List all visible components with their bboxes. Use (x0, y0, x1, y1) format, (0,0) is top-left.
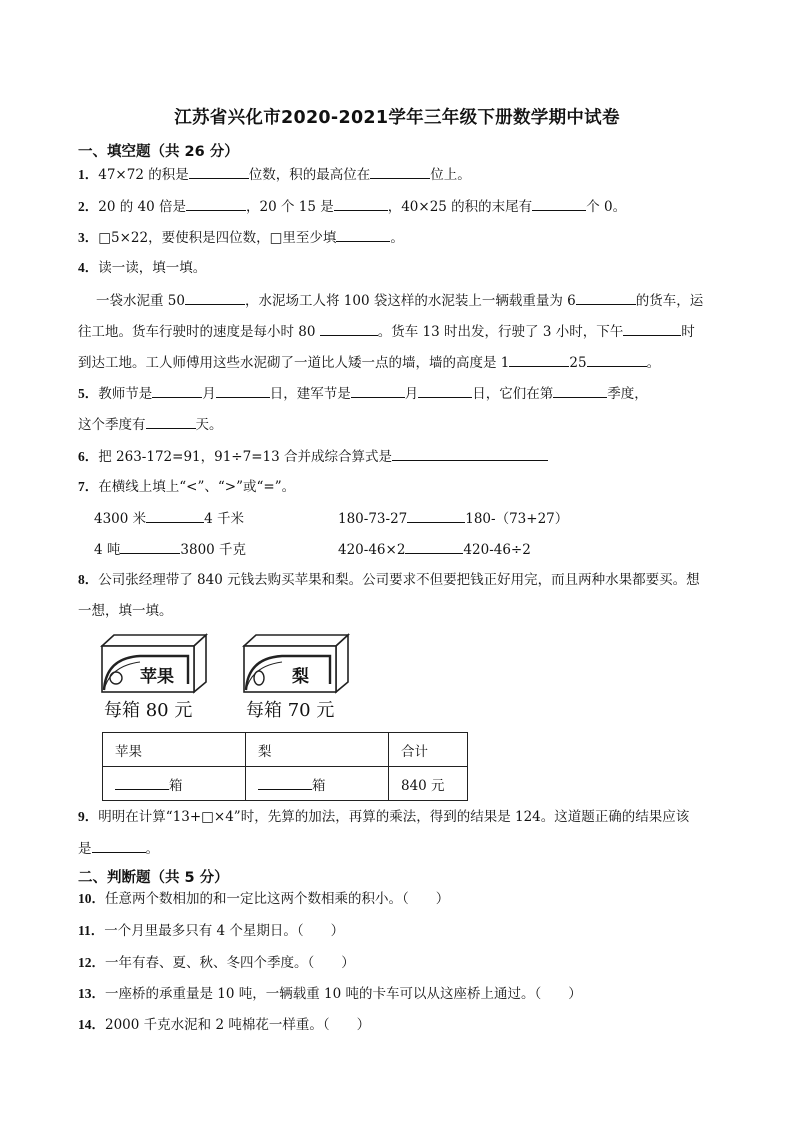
question-12: 12．一年有春、夏、秋、冬四个季度。（ ） (78, 955, 355, 971)
answer-blank[interactable] (189, 164, 249, 179)
question-11: 11．一个月里最多只有 4 个星期日。（ ） (78, 923, 345, 939)
answer-blank[interactable] (553, 383, 607, 398)
question-4-paragraph-line-1: 一袋水泥重 50 ，水泥场工人将 100 袋这样的水泥装上一辆载重量为 6 的货车，运 (96, 290, 703, 311)
compare-item-4: 420-46×2 420-46÷2 (338, 539, 531, 560)
answer-blank[interactable] (152, 383, 202, 398)
question-9-line-2: 是 。 (78, 838, 159, 859)
answer-blank[interactable] (258, 775, 312, 790)
question-6: 6．把 263-172=91，91÷7=13 合并成综合算式是 (78, 446, 548, 467)
table-cell-pear: 箱 (246, 767, 389, 801)
question-5-line-2: 这个季度有 天。 (78, 414, 223, 435)
question-number: 2． (78, 199, 99, 214)
section-true-false: 二、判断题（共 5 分） (78, 870, 229, 886)
question-1: 1．47×72 的积是 位数，积的最高位在 位上。 (78, 164, 471, 185)
question-number: 7． (78, 479, 99, 494)
answer-blank[interactable] (146, 508, 204, 523)
compare-item-2: 180-73-27 180-（73+27） (338, 508, 568, 529)
box-label-pear: 梨 (292, 667, 309, 687)
answer-blank[interactable] (392, 446, 548, 461)
answer-blank[interactable] (115, 775, 169, 790)
answer-blank[interactable] (334, 196, 388, 211)
answer-blank[interactable] (407, 508, 465, 523)
question-7: 7．在横线上填上“<”、“>”或“=”。 (78, 479, 296, 495)
question-number: 4． (78, 260, 99, 275)
question-2: 2．20 的 40 倍是 ，20 个 15 是 ，40×25 的积的末尾有 个 0。 (78, 196, 626, 217)
answer-blank[interactable] (120, 539, 180, 554)
answer-blank[interactable] (370, 164, 430, 179)
question-4-paragraph-line-2: 往工地。货车行驶时的速度是每小时 80 。货车 13 时出发，行驶了 3 小时，下午 时 (78, 321, 695, 342)
answer-blank[interactable] (532, 196, 586, 211)
question-4-paragraph-line-3: 到达工地。工人师傅用这些水泥砌了一道比人矮一点的墙，墙的高度是 1 25 。 (78, 352, 660, 373)
compare-item-3: 4 吨 3800 千克 (94, 539, 246, 560)
fruit-table (102, 732, 468, 801)
table-row (103, 733, 468, 767)
question-number: 8． (78, 572, 99, 587)
question-number: 10． (78, 891, 105, 906)
table-header-total: 合计 (389, 733, 468, 767)
price-apple: 每箱 80 元 (104, 700, 193, 721)
question-13: 13．一座桥的承重量是 10 吨，一辆载重 10 吨的卡车可以从这座桥上通过。（ ） (78, 986, 582, 1002)
compare-item-1: 4300 米 4 千米 (94, 508, 244, 529)
question-8-line-2: 一想，填一填。 (78, 603, 173, 619)
question-number: 14． (78, 1017, 105, 1032)
table-cell-apple: 箱 (103, 767, 246, 801)
answer-blank[interactable] (405, 539, 463, 554)
question-9: 9．明明在计算“13+□×4”时，先算的加法，再算的乘法，得到的结果是 124。这道题正确的结果应该 (78, 809, 690, 825)
question-4: 4．读一读，填一填。 (78, 260, 207, 276)
answer-blank[interactable] (418, 383, 472, 398)
question-14: 14．2000 千克水泥和 2 吨棉花一样重。（ ） (78, 1017, 371, 1033)
question-number: 11． (78, 923, 105, 938)
answer-blank[interactable] (216, 383, 270, 398)
price-pear: 每箱 70 元 (246, 700, 335, 721)
answer-blank[interactable] (587, 352, 647, 367)
answer-blank[interactable] (146, 414, 196, 429)
table-header-pear: 梨 (246, 733, 389, 767)
question-number: 5． (78, 386, 99, 401)
question-number: 12． (78, 955, 105, 970)
page-title: 江苏省兴化市2020-2021学年三年级下册数学期中试卷 (174, 108, 620, 128)
answer-blank[interactable] (336, 227, 390, 242)
pear-box-illustration (242, 632, 354, 694)
question-number: 9． (78, 809, 99, 824)
question-number: 6． (78, 449, 99, 464)
question-3: 3．□5×22，要使积是四位数，□里至少填 。 (78, 227, 404, 248)
question-number: 13． (78, 986, 105, 1001)
answer-blank[interactable] (186, 196, 246, 211)
table-row (103, 767, 468, 801)
answer-blank[interactable] (92, 838, 146, 853)
apple-box-illustration (100, 632, 212, 694)
question-5: 5．教师节是 月 日，建军节是 月 日，它们在第 季度， (78, 383, 648, 404)
answer-blank[interactable] (351, 383, 405, 398)
question-10: 10．任意两个数相加的和一定比这两个数相乘的积小。（ ） (78, 891, 450, 907)
question-8: 8．公司张经理带了 840 元钱去购买苹果和梨。公司要求不但要把钱正好用完，而且两种水果都要买。想 (78, 572, 700, 588)
table-header-apple: 苹果 (103, 733, 246, 767)
answer-blank[interactable] (576, 290, 636, 305)
answer-blank[interactable] (320, 321, 378, 336)
table-cell-total: 840 元 (389, 767, 468, 801)
answer-blank[interactable] (509, 352, 569, 367)
answer-blank[interactable] (623, 321, 681, 336)
question-number: 3． (78, 230, 99, 245)
box-label-apple: 苹果 (140, 667, 174, 687)
section-fill-in: 一、填空题（共 26 分） (78, 144, 239, 160)
question-number: 1． (78, 167, 99, 182)
answer-blank[interactable] (185, 290, 245, 305)
